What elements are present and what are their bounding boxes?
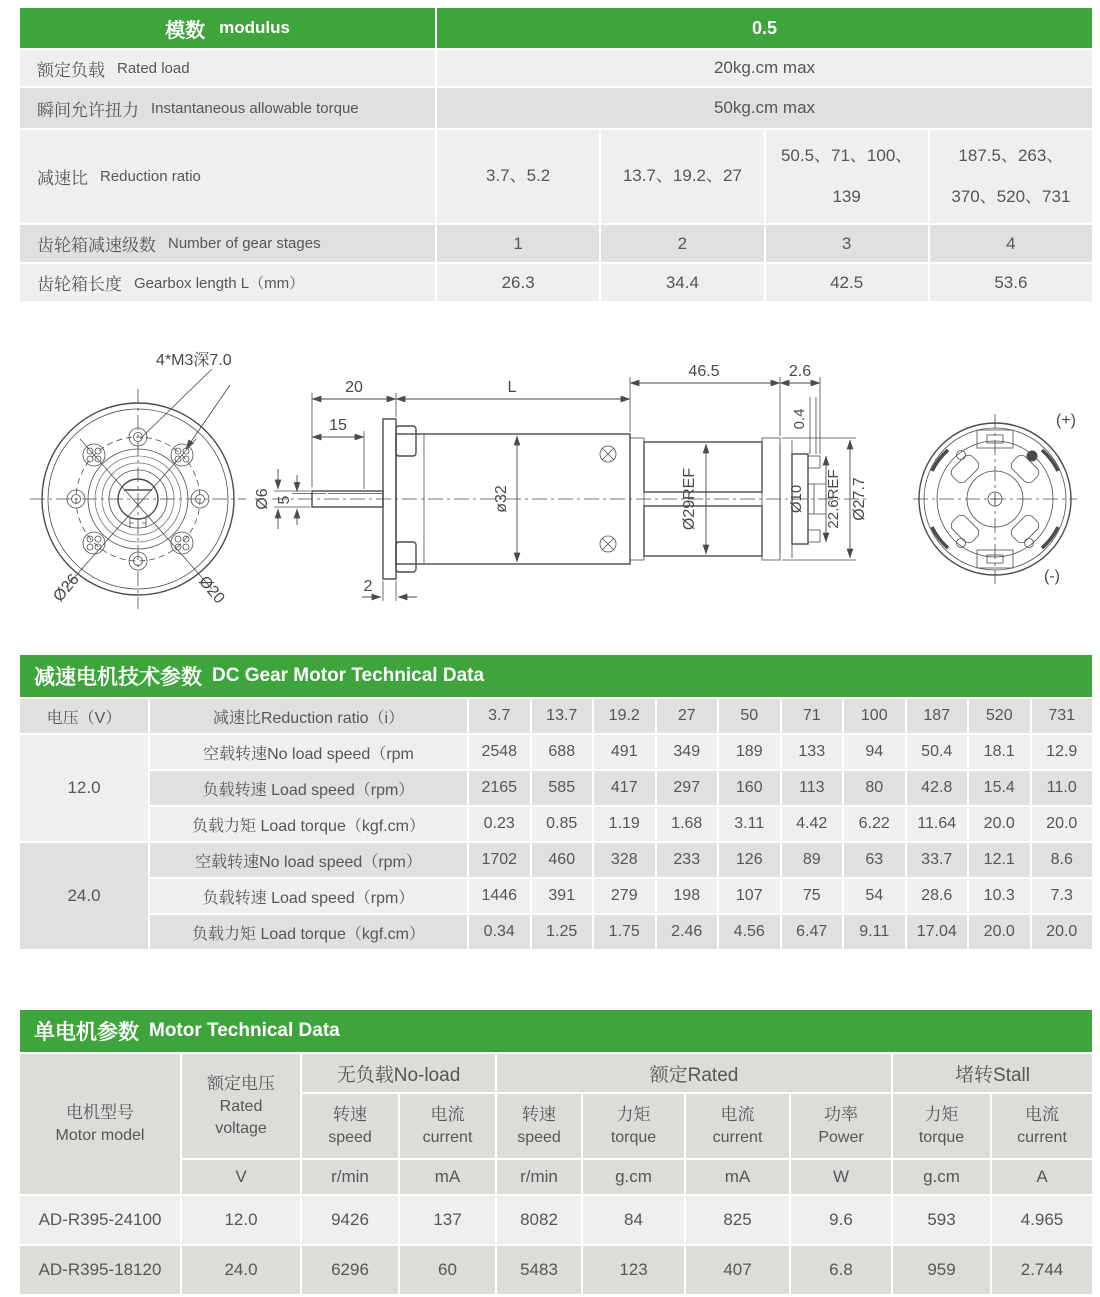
gear-value: 460	[532, 843, 593, 877]
gear-value: 160	[719, 771, 780, 805]
gear-value: 6.22	[844, 807, 905, 841]
motor-sub-power: 功率 Power	[791, 1094, 891, 1158]
spec-stages-3: 3	[766, 225, 928, 262]
gear-value: 12.9	[1032, 735, 1093, 769]
gear-value: 11.64	[907, 807, 968, 841]
dim-motor-d29ref-label: Ø29REF	[681, 467, 698, 531]
motor-section	[20, 1010, 1092, 1294]
gear-value: 2165	[469, 771, 530, 805]
motor-sub-noload-speed: 转速 speed	[302, 1094, 398, 1158]
gear-value: 28.6	[907, 879, 968, 913]
gear-value: 20.0	[969, 807, 1030, 841]
motor-sub-rated-speed: 转速 speed	[497, 1094, 581, 1158]
motor-value: 959	[893, 1246, 990, 1294]
side-view	[254, 363, 868, 601]
dim-2-6-label: 2.6	[788, 363, 812, 380]
spec-ratio-4stage: 187.5、263、 370、520、731	[930, 130, 1092, 223]
gear-value: 33.7	[907, 843, 968, 877]
motor-value: 6296	[302, 1246, 398, 1294]
spec-header-value: 0.5	[437, 8, 1092, 48]
motor-group-stall: 堵转Stall	[893, 1054, 1092, 1092]
dim-46-5-label: 46.5	[688, 363, 720, 380]
gear-ratio-col: 50	[719, 699, 780, 733]
motor-sub-rated-torque: 力矩 torque	[583, 1094, 684, 1158]
bolt-circle-20-label: Ø20	[195, 573, 228, 608]
gear-value: 585	[532, 771, 593, 805]
motor-table-title-band	[20, 1010, 1092, 1052]
spec-header-en: modulus	[219, 18, 290, 37]
spec-row-inst-torque-label: 瞬间允许扭力 Instantaneous allowable torque	[20, 88, 435, 128]
rear-view	[913, 412, 1077, 585]
gear-row-label: 负载转速 Load speed（rpm）	[150, 771, 467, 805]
gear-value: 63	[844, 843, 905, 877]
spec-row-reduction-ratio-label: 减速比 Reduction ratio	[20, 130, 435, 223]
gear-row-label: 空载转速No load speed（rpm	[150, 735, 467, 769]
gear-value: 198	[657, 879, 718, 913]
spec-length-1: 26.3	[437, 264, 599, 301]
gear-value: 17.04	[907, 915, 968, 949]
gear-ratio-col: 731	[1032, 699, 1093, 733]
motor-unit: g.cm	[893, 1160, 990, 1194]
motor-model-header: 电机型号 Motor model	[20, 1054, 180, 1194]
spec-stages-4: 4	[930, 225, 1092, 262]
dim-gearbox-d32-label: ø32	[493, 485, 510, 513]
gear-value: 10.3	[969, 879, 1030, 913]
gear-ratio-col: 71	[782, 699, 843, 733]
dim-15-label: 15	[329, 417, 347, 434]
gear-value: 80	[844, 771, 905, 805]
motor-value: 8082	[497, 1196, 581, 1244]
terminal-minus-label: (-)	[1044, 568, 1060, 585]
spec-length-2: 34.4	[601, 264, 763, 301]
gear-table-title-zh: 减速电机技术参数	[34, 666, 202, 689]
motor-value: 2.744	[992, 1246, 1092, 1294]
motor-value: 4.965	[992, 1196, 1092, 1244]
motor-unit: g.cm	[583, 1160, 684, 1194]
dim-22-6ref-label: 22.6REF	[825, 469, 842, 529]
motor-value: 123	[583, 1246, 684, 1294]
gear-value: 8.6	[1032, 843, 1093, 877]
gear-value: 54	[844, 879, 905, 913]
dim-boss-d10-label: Ø10	[788, 484, 805, 514]
motor-value: 5483	[497, 1246, 581, 1294]
motor-group-noload: 无负载No-load	[302, 1054, 495, 1092]
motor-unit: mA	[400, 1160, 495, 1194]
gear-value: 20.0	[969, 915, 1030, 949]
gear-value: 1446	[469, 879, 530, 913]
gear-value: 279	[594, 879, 655, 913]
spec-length-4: 53.6	[930, 264, 1092, 301]
motor-datasheet-page	[0, 8, 1100, 1294]
gear-row-label: 空载转速No load speed（rpm）	[150, 843, 467, 877]
motor-value: 12.0	[182, 1196, 300, 1244]
motor-unit: W	[791, 1160, 891, 1194]
front-view	[30, 351, 246, 609]
motor-value: 137	[400, 1196, 495, 1244]
spec-row-gearbox-length-label: 齿轮箱长度 Gearbox length L（mm）	[20, 264, 435, 301]
gear-value: 491	[594, 735, 655, 769]
gear-voltage-header: 电压（V）	[20, 699, 148, 733]
gear-voltage-24: 24.0	[20, 843, 148, 949]
gear-value: 89	[782, 843, 843, 877]
gear-row-label: 负载力矩 Load torque（kgf.cm）	[150, 807, 467, 841]
motor-sub-rated-current: 电流 current	[686, 1094, 789, 1158]
motor-table-title-zh: 单电机参数	[34, 1021, 139, 1044]
spec-row-inst-torque-value: 50kg.cm max	[437, 88, 1092, 128]
gear-value: 4.42	[782, 807, 843, 841]
motor-value: 593	[893, 1196, 990, 1244]
gear-ratio-col: 187	[907, 699, 968, 733]
dim-20-label: 20	[345, 379, 363, 396]
motor-group-rated: 额定Rated	[497, 1054, 891, 1092]
motor-voltage-header: 额定电压 Rated voltage	[182, 1054, 300, 1158]
gear-value: 1.68	[657, 807, 718, 841]
dim-flat-5-label: 5	[276, 495, 293, 505]
gear-value: 42.8	[907, 771, 968, 805]
motor-table	[20, 1054, 1092, 1294]
gear-value: 297	[657, 771, 718, 805]
gear-value: 1.19	[594, 807, 655, 841]
motor-value: 6.8	[791, 1246, 891, 1294]
gear-row-label: 负载转速 Load speed（rpm）	[150, 879, 467, 913]
bolt-circle-26-label: Ø26	[50, 571, 83, 606]
motor-unit: r/min	[302, 1160, 398, 1194]
spec-length-3: 42.5	[766, 264, 928, 301]
gear-value: 18.1	[969, 735, 1030, 769]
dim-L-label: L	[507, 379, 517, 396]
gear-value: 4.56	[719, 915, 780, 949]
motor-value: 60	[400, 1246, 495, 1294]
motor-engineering-drawing	[20, 329, 1092, 637]
spec-row-gear-stages-label: 齿轮箱减速级数 Number of gear stages	[20, 225, 435, 262]
motor-unit: mA	[686, 1160, 789, 1194]
motor-sub-stall-current: 电流 current	[992, 1094, 1092, 1158]
gear-ratio-col: 27	[657, 699, 718, 733]
spec-table	[20, 8, 1092, 301]
gear-value: 12.1	[969, 843, 1030, 877]
gear-value: 133	[782, 735, 843, 769]
spec-ratio-3stage: 50.5、71、100、 139	[766, 130, 928, 223]
motor-value: 9.6	[791, 1196, 891, 1244]
spec-header-zh: 模数	[165, 19, 206, 42]
gear-ratio-header: 减速比Reduction ratio（i）	[150, 699, 467, 733]
dim-cap-d27-7-label: Ø27.7	[851, 477, 868, 521]
spec-stages-2: 2	[601, 225, 763, 262]
gear-value: 6.47	[782, 915, 843, 949]
dim-flange-2-label: 2	[363, 578, 373, 595]
gear-table-title-band	[20, 655, 1092, 697]
dim-0-4-label: 0.4	[791, 408, 808, 430]
polarity-dot	[1027, 451, 1038, 462]
gear-value: 2548	[469, 735, 530, 769]
gear-value: 0.34	[469, 915, 530, 949]
gear-ratio-col: 19.2	[594, 699, 655, 733]
gear-value: 11.0	[1032, 771, 1093, 805]
motor-unit: V	[182, 1160, 300, 1194]
gear-value: 2.46	[657, 915, 718, 949]
motor-value: 825	[686, 1196, 789, 1244]
gear-value: 113	[782, 771, 843, 805]
gear-value: 15.4	[969, 771, 1030, 805]
gear-ratio-col: 13.7	[532, 699, 593, 733]
motor-sub-stall-torque: 力矩 torque	[893, 1094, 990, 1158]
gear-value: 189	[719, 735, 780, 769]
gear-row-label: 负载力矩 Load torque（kgf.cm）	[150, 915, 467, 949]
motor-model: AD-R395-18120	[20, 1246, 180, 1294]
motor-value: 9426	[302, 1196, 398, 1244]
motor-table-title-en: Motor Technical Data	[149, 1020, 340, 1041]
gear-table	[20, 699, 1092, 949]
gear-value: 1.75	[594, 915, 655, 949]
gear-value: 7.3	[1032, 879, 1093, 913]
terminal-plus-label: (+)	[1056, 412, 1076, 429]
spec-ratio-2stage: 13.7、19.2、27	[601, 130, 763, 223]
motor-unit: A	[992, 1160, 1092, 1194]
gear-value: 94	[844, 735, 905, 769]
gear-value: 0.85	[532, 807, 593, 841]
gear-value: 1.25	[532, 915, 593, 949]
gear-value: 1702	[469, 843, 530, 877]
spec-row-rated-load-value: 20kg.cm max	[437, 50, 1092, 86]
gear-value: 50.4	[907, 735, 968, 769]
gear-table-title-en: DC Gear Motor Technical Data	[212, 665, 485, 686]
dim-shaft-d6-label: Ø6	[254, 488, 271, 510]
gear-value: 75	[782, 879, 843, 913]
gear-value: 107	[719, 879, 780, 913]
gear-value: 126	[719, 843, 780, 877]
spec-ratio-1stage: 3.7、5.2	[437, 130, 599, 223]
spec-row-rated-load-label: 额定负载 Rated load	[20, 50, 435, 86]
gear-value: 391	[532, 879, 593, 913]
spec-stages-1: 1	[437, 225, 599, 262]
motor-value: 84	[583, 1196, 684, 1244]
motor-value: 24.0	[182, 1246, 300, 1294]
gear-value: 20.0	[1032, 807, 1093, 841]
gear-value: 417	[594, 771, 655, 805]
spec-header-modulus	[20, 8, 435, 48]
gear-value: 349	[657, 735, 718, 769]
gear-value: 233	[657, 843, 718, 877]
gear-value: 0.23	[469, 807, 530, 841]
gear-value: 328	[594, 843, 655, 877]
motor-value: 407	[686, 1246, 789, 1294]
gear-ratio-col: 520	[969, 699, 1030, 733]
thread-callout-label: 4*M3深7.0	[156, 352, 232, 369]
gear-motor-section	[20, 655, 1092, 949]
gear-value: 9.11	[844, 915, 905, 949]
gear-value: 688	[532, 735, 593, 769]
motor-unit: r/min	[497, 1160, 581, 1194]
gear-value: 3.11	[719, 807, 780, 841]
motor-model: AD-R395-24100	[20, 1196, 180, 1244]
motor-sub-noload-current: 电流 current	[400, 1094, 495, 1158]
gear-voltage-12: 12.0	[20, 735, 148, 841]
gear-ratio-col: 3.7	[469, 699, 530, 733]
gear-value: 20.0	[1032, 915, 1093, 949]
gear-ratio-col: 100	[844, 699, 905, 733]
